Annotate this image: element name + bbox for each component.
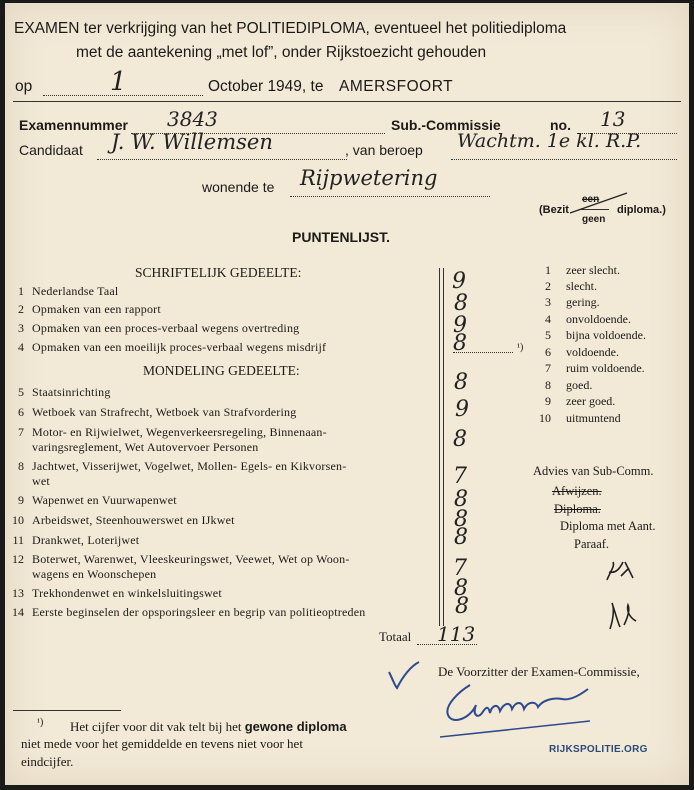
scale-label: slecht.: [566, 279, 597, 293]
second-paraaf-icon: [602, 599, 642, 635]
subject-number: 12: [12, 552, 24, 566]
subject-label: Arbeidswet, Steenhouwerswet en IJkwet: [32, 513, 235, 527]
wonende-value: Rijpwetering: [300, 166, 438, 190]
subject-number: 7: [18, 425, 24, 439]
score-value: 8: [455, 594, 469, 619]
score-value: 8: [454, 576, 468, 601]
score-value: 9: [455, 397, 469, 422]
subject-label: Trekhondenwet en winkelsluitingswet: [32, 586, 222, 600]
footnote-line-1-bold: gewone diploma: [244, 719, 347, 734]
score-value: 9: [452, 269, 466, 294]
header-line-1: EXAMEN ter verkrijging van het POLITIEDIPLOMA, eventueel het politiediploma: [14, 20, 567, 37]
mondeling-heading: MONDELING GEDEELTE:: [143, 363, 300, 378]
totaal-label: Totaal: [379, 629, 412, 644]
beroep-value: Wachtm. 1e kl. R.P.: [457, 130, 642, 152]
op-label: op: [15, 78, 33, 95]
footnote-line-1-text: Het cijfer voor dit vak telt bij het: [70, 719, 242, 734]
scale-number: 3: [545, 295, 551, 309]
document-page: [5, 3, 689, 785]
subject-number: 13: [12, 586, 24, 600]
voorzitter-signature-icon: [430, 675, 600, 747]
scale-number: 4: [545, 312, 551, 326]
subject-number: 5: [18, 385, 24, 399]
score-value: 8: [453, 427, 467, 452]
advies-paraaf: Paraaf.: [574, 537, 610, 551]
scale-label: uitmuntend: [566, 411, 621, 425]
subject-label: Opmaken van een proces-verbaal wegens overtreding: [32, 321, 300, 335]
advies-diploma-aant: Diploma met Aant.: [560, 519, 656, 533]
scale-label: voldoende.: [566, 345, 619, 359]
subject-number: 4: [18, 340, 24, 354]
score-value: 7: [453, 556, 467, 581]
schriftelijk-heading: SCHRIFTELIJK GEDEELTE:: [135, 265, 302, 280]
scale-label: goed.: [566, 378, 593, 392]
wonende-line: [290, 196, 490, 197]
footnote-line-2: niet mede voor het gemiddelde en tevens niet voor het: [21, 736, 303, 751]
scale-label: bijna voldoende.: [566, 328, 646, 342]
bezit-suffix: diploma.): [617, 204, 666, 216]
examennummer-label: Examennummer: [19, 117, 128, 133]
subject-number: 3: [18, 321, 24, 335]
advies-title: Advies van Sub-Comm.: [533, 464, 654, 478]
subject-number: 1: [18, 284, 24, 298]
subject-number: 9: [18, 493, 24, 507]
header-divider: [13, 101, 681, 102]
no-label: no.: [550, 117, 571, 133]
scale-number: 1: [545, 263, 551, 277]
header-line-2: met de aantekening „met lof”, onder Rijkstoezicht gehouden: [76, 44, 487, 61]
subject-label: Wetboek van Strafrecht, Wetboek van Strafvordering: [32, 405, 297, 419]
totaal-value: 113: [437, 622, 476, 646]
subject-label: Boterwet, Warenwet, Vleeskeuringswet, Veewet, Wet op Woon-: [32, 552, 350, 566]
candidaat-label: Candidaat: [19, 142, 83, 158]
bezit-een: een: [582, 194, 600, 205]
subject-number: 10: [12, 513, 24, 527]
scale-label: zeer goed.: [566, 394, 616, 408]
score-value: 8: [454, 291, 468, 316]
scale-number: 2: [545, 279, 551, 293]
no-value: 13: [600, 107, 626, 131]
bezit-prefix: (Bezit: [539, 204, 569, 216]
subject-number: 8: [18, 459, 24, 473]
footnote-mark: ¹): [37, 717, 44, 728]
subject-label: Drankwet, Loterijwet: [32, 533, 140, 547]
subject-number: 11: [12, 533, 24, 547]
date-day-handwritten: 1: [110, 67, 127, 97]
scale-number: 10: [539, 411, 551, 425]
advies-afwijzen: Afwijzen.: [552, 484, 602, 498]
score-value: 8: [454, 507, 468, 532]
checkmark-icon: [385, 658, 425, 692]
subcommissie-label: Sub.-Commissie: [391, 117, 501, 133]
subject-number: 14: [12, 605, 24, 619]
subject-label: Eerste beginselen der opsporingsleer en begrip van politieoptreden: [32, 605, 366, 619]
subject-label: Jachtwet, Visserijwet, Vogelwet, Mollen- Egels- en Kikvorsen-: [32, 459, 347, 473]
candidaat-value: J. W. Willemsen: [111, 130, 273, 154]
watermark-text: RIJKSPOLITIE.ORG: [549, 744, 648, 755]
scale-number: 8: [545, 378, 551, 392]
subject-label-continued: wet: [32, 474, 50, 488]
voorzitter-label: De Voorzitter der Examen-Commissie,: [438, 664, 640, 679]
scale-number: 6: [545, 345, 551, 359]
score-column-right-line: [443, 268, 444, 626]
footnote-mark-ref: ¹): [517, 342, 524, 353]
subject-number: 6: [18, 405, 24, 419]
place-text: AMERSFOORT: [339, 78, 454, 95]
score-value: 8: [454, 370, 468, 395]
subject-label: Motor- en Rijwielwet, Wegenverkeersregeling, Binnenaan-: [32, 425, 327, 439]
subject-label: Opmaken van een moeilijk proces-verbaal wegens misdrijf: [32, 340, 327, 354]
advies-diploma: Diploma.: [554, 502, 601, 516]
subject-label: Opmaken van een rapport: [32, 302, 161, 316]
scale-label: ruim voldoende.: [566, 361, 645, 375]
subject-label: Staatsinrichting: [32, 385, 111, 399]
subject-label: Wapenwet en Vuurwapenwet: [32, 493, 177, 507]
beroep-line: [451, 159, 677, 160]
score-value: 7: [453, 464, 467, 489]
candidaat-line: [97, 159, 347, 160]
subject-label-continued: wagens en Woonschepen: [32, 567, 157, 581]
bezit-strike-icon: [565, 189, 635, 219]
scale-label: onvoldoende.: [566, 312, 631, 326]
score-column-left-line: [439, 268, 440, 626]
scale-number: 9: [545, 394, 551, 408]
subject-label-continued: varingsreglement, Wet Autovervoer Personen: [32, 440, 259, 454]
scale-number: 7: [545, 361, 551, 375]
beroep-label: , van beroep: [345, 142, 423, 158]
score-value: 8: [454, 525, 468, 550]
scale-label: gering.: [566, 295, 600, 309]
subject-number: 2: [18, 302, 24, 316]
bezit-geen: geen: [582, 214, 606, 225]
date-text: October 1949, te: [208, 78, 324, 95]
examennummer-value: 3843: [167, 107, 218, 131]
footnote-line-3: eindcijfer.: [21, 754, 74, 769]
wonende-label: wonende te: [202, 179, 275, 195]
scale-label: zeer slecht.: [566, 263, 620, 277]
paraaf-initials-icon: [601, 556, 641, 588]
score-value: 8: [453, 331, 467, 356]
puntenlijst-title: PUNTENLIJST.: [292, 229, 391, 245]
subject-label: Nederlandse Taal: [32, 284, 119, 298]
scale-number: 5: [545, 328, 551, 342]
footnote-line-1: [70, 719, 347, 735]
footnote-divider: [13, 710, 121, 711]
score-value: 9: [453, 313, 467, 338]
score-value: 8: [454, 487, 468, 512]
